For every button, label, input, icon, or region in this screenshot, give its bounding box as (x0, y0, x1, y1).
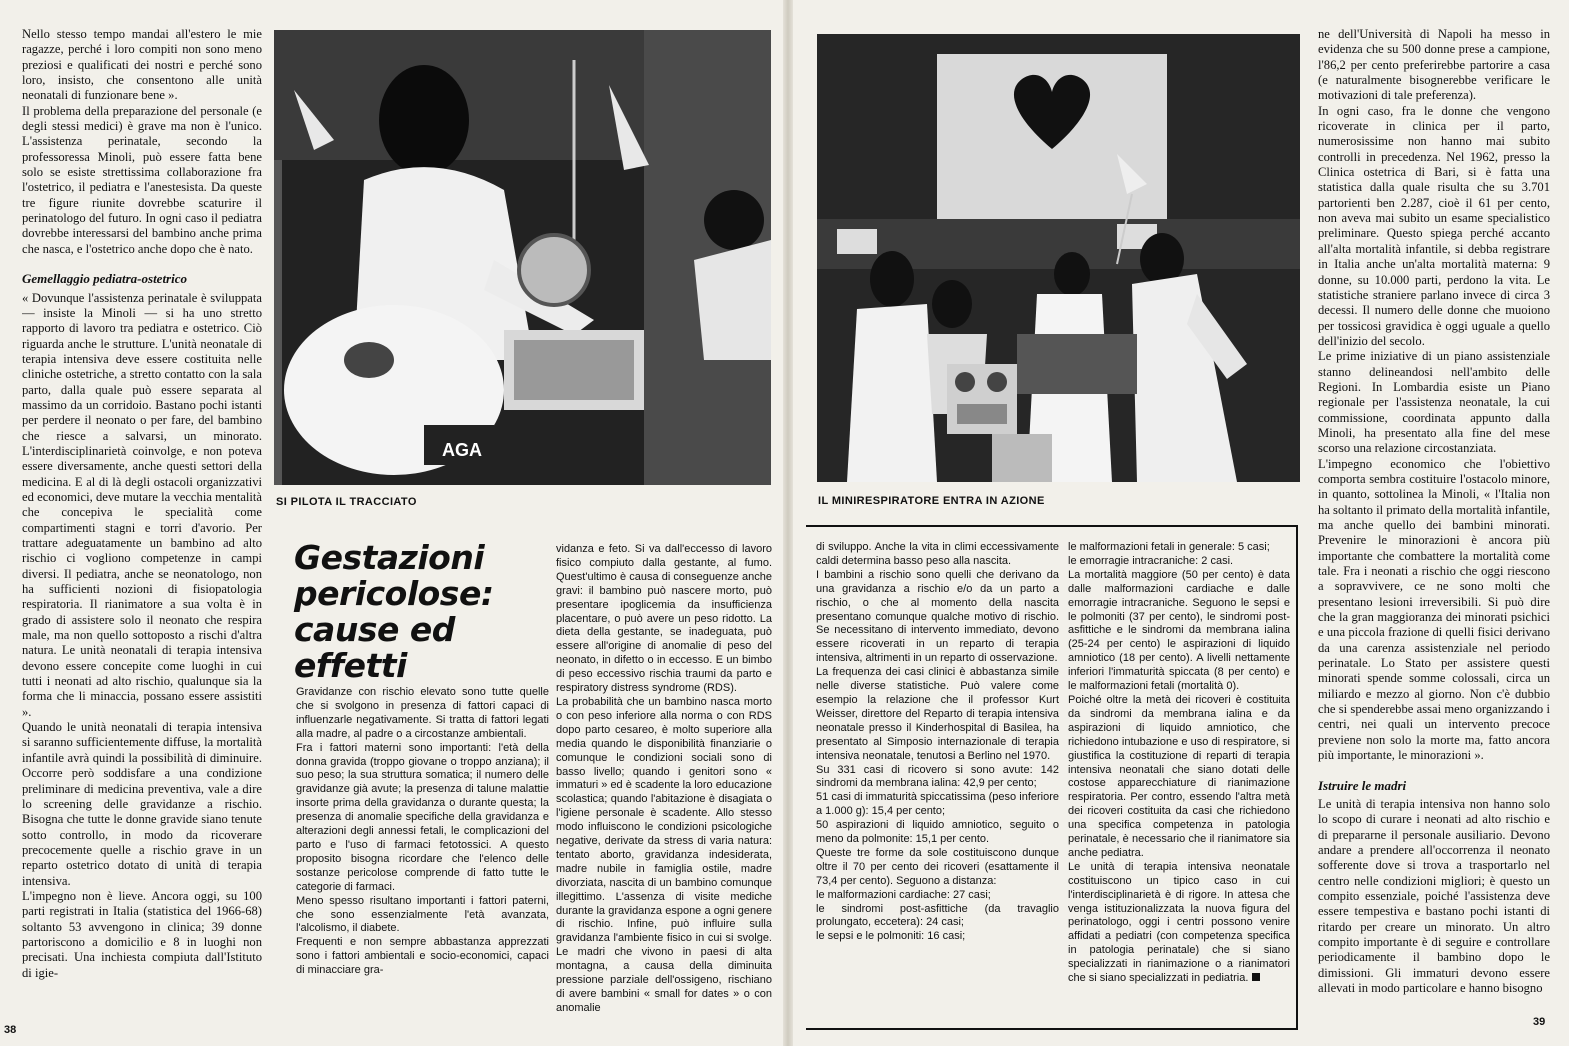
paragraph-text: Le unità di terapia intensiva neonatale costituiscono un tipico caso in cui l'interdisciplinarietà è di rigore. In attesa che venga istituzionalizzata la nuova figura del perinatologo, oggi i centri possono venire affidati a pediatri (con competenza specifica in patologia perinatale) che si siano specializzati in rianimazione o a rianimatori che si siano specializzati in pediatria. (1068, 860, 1290, 985)
box-column-1 (816, 541, 1059, 1019)
paragraph: di sviluppo. Anche la vita in climi eccessivamente caldi determina basso peso alla nascita. (816, 541, 1059, 567)
paragraph: 51 casi di immaturità spiccatissima (peso inferiore a 1.000 g): 15,4 per cento; (816, 791, 1059, 818)
col1-paragraphs (22, 27, 262, 257)
paragraph: In ogni caso, fra le donne che vengono ricoverate in clinica per il parto, numerosissime non hanno mai subito controlli in precedenza. Nel 1962, presso la Clinica ostetrica di Bari, si è fatta una statistica dalla quale risulta che su 3.701 partorienti ben 2.287, cioè il 61 per cento, non aveva mai subito un esame specialistico preliminare. Questo spiega perché accanto all'alta mortalità infantile, si debba registrare in Italia anche un'alta mortalità materna: 9 donne, su 10.000 parti, perdono la vita. Le statistiche straniere parlano invece di circa 3 decessi. Il numero delle donne che muoiono per tossicosi gravidica è oggi uguale a quello dell'inizio del secolo. (1318, 103, 1550, 348)
paragraph: Le prime iniziative di un piano assistenziale stanno delineandosi nell'ambito delle Regioni. In Lombardia esiste un Piano regionale per l'assistenza neonatale, la cui commissione, coordinata appunto dalla Minoli, ha presentato alla fine del mese scorso una relazione circostanziata. (1318, 349, 1550, 456)
paragraph: Meno spesso risultano importanti i fattori paterni, che sono essenzialmente l'età avanzata, l'alcolismo, il diabete. (296, 894, 549, 935)
photo-lab-technician (274, 30, 771, 485)
paragraph: le emorragie intracraniche: 2 casi. (1068, 554, 1234, 567)
page-number-right: 39 (1533, 1016, 1546, 1028)
paragraph: Le unità di terapia intensiva non hanno solo lo scopo di curare i neonati ad alto rischio e di prepararne il personale ausiliario. Devono andare a prendere all'occorrenza il neonato sofferente dove si trova a trasportarlo nel centro nelle condizioni migliori; è questo un compito essenziale, poiché l'assistenza deve essere tempestiva e bastano pochi istanti di ritardo per creare un minorato. Un altro compito importante è di seguire e controllare periodicamente il bambino dopo le dimissioni. Gli immaturi devono essere allevati in modo particolare e hanno bisogno (1318, 796, 1550, 995)
paragraph: vidanza e feto. Si va dall'eccesso di lavoro fisico compiuto dalla gestante, al fumo. Quest'ultimo è causa di conseguenze anche gravi: il bambino può nascere morto, può presentare ipoglicemia da insufficienza placentare, o può avere un peso ridotto. La dieta della gestante, se inadeguata, può essere all'origine di anomalie di peso del neonato, in difetto o in eccesso. E un bimbo di peso eccessivo rischia traumi da parto e respiratory distress syndrome (RDS). (556, 543, 772, 695)
paragraph: La probabilità che un bambino nasca morto o con peso inferiore alla norma o con RDS dopo parto cesareo, è molto superiore alla media quando le disponibilità finanziarie o comunque le condizioni sociali sono di basso livello; quando i genitori sono « immaturi » ed è scadente la loro educazione scolastica; quando l'abitazione è disagiata o l'igiene personale è scadente. Allo stesso modo influiscono le condizioni psicologiche negative, derivate da stress di varia natura: tentato aborto, gravidanza indesiderata, madre nubile in famiglia ostile, madre divorziata, nascita di un bambino comunque illegittimo. L'assenza di visite mediche durante la gravidanza espone a ogni genere di rischio. Infine, può influire sulla gravidanza l'ambiente fisico in cui si svolge. Le madri che vivono in paesi di alta montagna, a causa della diminuita pressione parziale dell'ossigeno, rischiano di avere bambini « small for dates » o con anomalie (556, 695, 772, 1013)
paragraph: le sindromi post-asfittiche (da travaglio prolungato, eccetera): 24 casi; (816, 902, 1059, 929)
paragraph: Quando le unità neonatali di terapia intensiva si saranno sufficientemente diffuse, la mortalità infantile avrà quindi la possibilità di diminuire. Occorre però soddisfare a una condizione preliminare di medicina preventiva, vale a dire lo screening delle gravidanze a rischio. Bisogna che tutte le donne gravide siano tenute sotto controllo, in modo da ricoverare precocemente quelle a rischio grave in un reparto ostetrico dotato di unità di terapia intensiva. (22, 720, 262, 888)
left-column-3 (556, 543, 772, 1013)
paragraph: Queste tre forme da sole costituiscono dunque oltre il 70 per cento dei ricoveri (esattamente il 73,4 per cento). Seguono a distanza: (816, 846, 1059, 887)
subheading: Gemellaggio pediatra-ostetrico (22, 271, 188, 287)
paragraph: Il problema della preparazione del personale (e degli stessi medici) è grave ma non è l'unico. L'assistenza perinatale, secondo la professoressa Minoli, può essere fatta bene solo se esiste strettissima collaborazione fra l'ostetrico, il pediatra e l'anestesista. Da queste tre figure riunite dovrebbe scaturire il perinatologo del futuro. In ogni caso il pediatra dovrebbe interessarsi del bambino anche prima che nasca, e l'ostetrico anche dopo che è nato. (22, 103, 262, 256)
paragraph: Su 331 casi di ricovero si sono avute: 142 sindromi da membrana ialina: 42,9 per cento; (816, 763, 1059, 790)
end-of-article-mark (1252, 973, 1260, 981)
paragraph: 50 aspirazioni di liquido amniotico, seguito o meno da polmonite: 15,1 per cento. (816, 819, 1059, 846)
paragraph: I bambini a rischio sono quelli che derivano da una gravidanza a rischio e/o da un parto a rischio, o che al momento della nascita presentano comunque qualche motivo di rischio. Se necessitano di intervento immediato, devono essere ricoverati in un reparto di terapia intensiva, altrimenti in un reparto di osservazione. (816, 568, 1059, 665)
device-label: AGA (442, 440, 482, 460)
paragraph: Nello stesso tempo mandai all'estero le mie ragazze, perché i loro compiti non sono meno preziosi e qualificati dei nostri e perché sono loro, insisto, che consentono alle unità neonatali di funzionare bene ». (22, 27, 262, 103)
paragraph: L'impegno economico che l'obiettivo comporta sembra costituire l'ostacolo minore, in quanto, sottolinea la Minoli, « l'Italia non ha soltanto il primato della mortalità infantile, ma anche quello dei bambini minorati. Prevenire le minorazioni è ancora più importante che combattere la mortalità come tale. Fra i neonati a rischio che oggi riescono a sopravvivere, ce ne sono molti che presentano lesioni irreversibili. Si può dire che la gran maggioranza dei minorati psichici e una piccola frazione di quelli fisici derivano da una carenza assistenziale nel periodo perinatale. Lo Stato per assistere questi minorati spende somme colossali, circa un miliardo e mezzo al giorno. Non c'è dubbio che si spenderebbe assai meno organizzando i centri, nei quali un intervento precoce previene non solo la morte ma, fatto ancora più importante, le minorazioni ». (1318, 456, 1550, 763)
page-number-left: 38 (4, 1024, 17, 1036)
paragraph: La mortalità maggiore (50 per cento) è data dalle malformazioni cardiache e dalle emorragie intracraniche. Seguono le sepsi e le polmoniti (37 per cento), le sindromi post-asfittiche e le sindromi da membrana ialina (25-24 per cento) le aspirazioni di liquido amniotico (18 per cento). A livelli nettamente inferiori l'immaturità spiccata (8 per cento) e le malformazioni fetali (mortalità 0). (1068, 568, 1290, 693)
paragraph: Frequenti e non sempre abbastanza apprezzati sono i fattori ambientali e socio-economici, capaci di minacciare gra- (296, 936, 549, 977)
paragraph: L'impegno non è lieve. Ancora oggi, su 100 parti registrati in Italia (statistica del 1966-68) soltanto 53 avvengono in clinica; 39 donne partoriscono a domicilio e 8 in luoghi non precisati. Una inchiesta compiuta dall'Istituto di igie- (22, 888, 262, 980)
right-photo-caption: IL MINIRESPIRATORE ENTRA IN AZIONE (818, 495, 1045, 507)
paragraph: Fra i fattori materni sono importanti: l'età della donna gravida (troppo giovane o troppo anziana); il suo peso; la sua struttura somatica; il numero delle gravidanze già avute; la presenza di talune malattie insorte prima della gravidanza o durante questa; la presenza di anomalie specifiche della gravidanza e alterazioni degli annessi fetali, le complicazioni del parto e l'uso di farmaci fetotossici. A questo proposito bisogna ricordare che l'elenco delle sostanze pericolose comprende di fatto tutte le categorie di farmaci. (296, 741, 549, 893)
paragraph: Gravidanze con rischio elevato sono tutte quelle che si svolgono in presenza di fattori capaci di influenzarle negativamente. Si tratta di fattori legati alla madre, al padre o a circostanze ambientali. (296, 686, 549, 740)
paragraph (1068, 861, 1290, 986)
article-headline: Gestazioni pericolose: cause ed effetti (294, 538, 494, 685)
paragraph: le malformazioni cardiache: 27 casi; (816, 888, 991, 901)
paragraph: ne dell'Università di Napoli ha messo in evidenza che su 500 donne prese a campione, l'86,2 per cento preferirebbe partorire a casa (e naturalmente bisognerebbe verificare le motivazioni di tale preferenza). (1318, 27, 1550, 103)
photo-illustration (274, 30, 771, 485)
paragraph: Poiché oltre la metà dei ricoveri è costituita da sindromi da membrana ialina e da aspirazioni di liquido amniotico, che richiedono intubazione e uso di respiratore, si giustifica la costituzione di reparti di terapia intensiva neonatali che siano dotati delle costose apparecchiature di rianimazione respiratoria. Per contro, essendo l'altra metà dei ricoveri costituita da casi che richiedono una specifica competenza in patologia perinatale, è necessario che il rianimatore sia anche pediatra. (1068, 693, 1290, 859)
subheading: Istruire le madri (1318, 777, 1407, 793)
left-photo-caption: SI PILOTA IL TRACCIATO (276, 496, 417, 508)
box-column-2 (1068, 541, 1290, 1019)
center-gutter (783, 0, 793, 1046)
left-column-1 (22, 27, 262, 1012)
paragraph: le malformazioni fetali in generale: 5 casi; (1068, 541, 1270, 553)
left-column-2 (296, 686, 549, 1012)
paragraph: La frequenza dei casi clinici è abbastanza simile nelle diverse statistiche. Può valere come esempio la relazione che il professor Kurt Weisser, direttore del Reparto di terapia intensiva neonatale presso il Kinderhospital di Basilea, ha presentato al Simposio internazionale di terapia intensiva neonatale, tenutosi a Berlino nel 1970. (816, 666, 1059, 762)
photo-illustration (817, 34, 1300, 482)
right-column (1318, 27, 1550, 1012)
paragraph: le sepsi e le polmoniti: 16 casi; (816, 930, 966, 943)
paragraph: « Dovunque l'assistenza perinatale è sviluppata — insiste la Minoli — si ha uno stretto rapporto di lavoro tra pediatra e ostetrico. Ciò riguarda anche le strutture. L'unità neonatale di terapia intensiva deve essere costituita nelle cliniche ostetriche, a stretto contatto con la sala parto, dalla quale può essere separata al massimo da un corridoio. Bastano pochi istanti per perdere il neonato o per fare, del bambino che riesce a salvarsi, un minorato. L'interdisciplinarietà coinvolge, e non poteva essere diversamente, anche questi settori della medicina. E al di là degli ostacoli organizzativi ed economici, deve mutare la vecchia mentalità che concepiva le specialità come compartimenti stagni e torri d'avorio. Per trattare adeguatamente un bambino ad alto rischio ci vogliono competenze in campi diversi. Il pediatra, anche se neonatologo, non ha sufficienti nozioni di fisiopatologia respiratoria. Il rianimatore a sua volta è in grado di assistere solo il neonato che respira male, ma non quello sottoposto a rischi d'altra natura. Le unità neonatali di terapia intensiva devono essere concepite come luoghi in cui tutti i neonati ad alto rischio, qualunque sia la forma che li minaccia, possano essere assistiti ». (22, 290, 262, 719)
photo-minirespirator (817, 34, 1300, 482)
